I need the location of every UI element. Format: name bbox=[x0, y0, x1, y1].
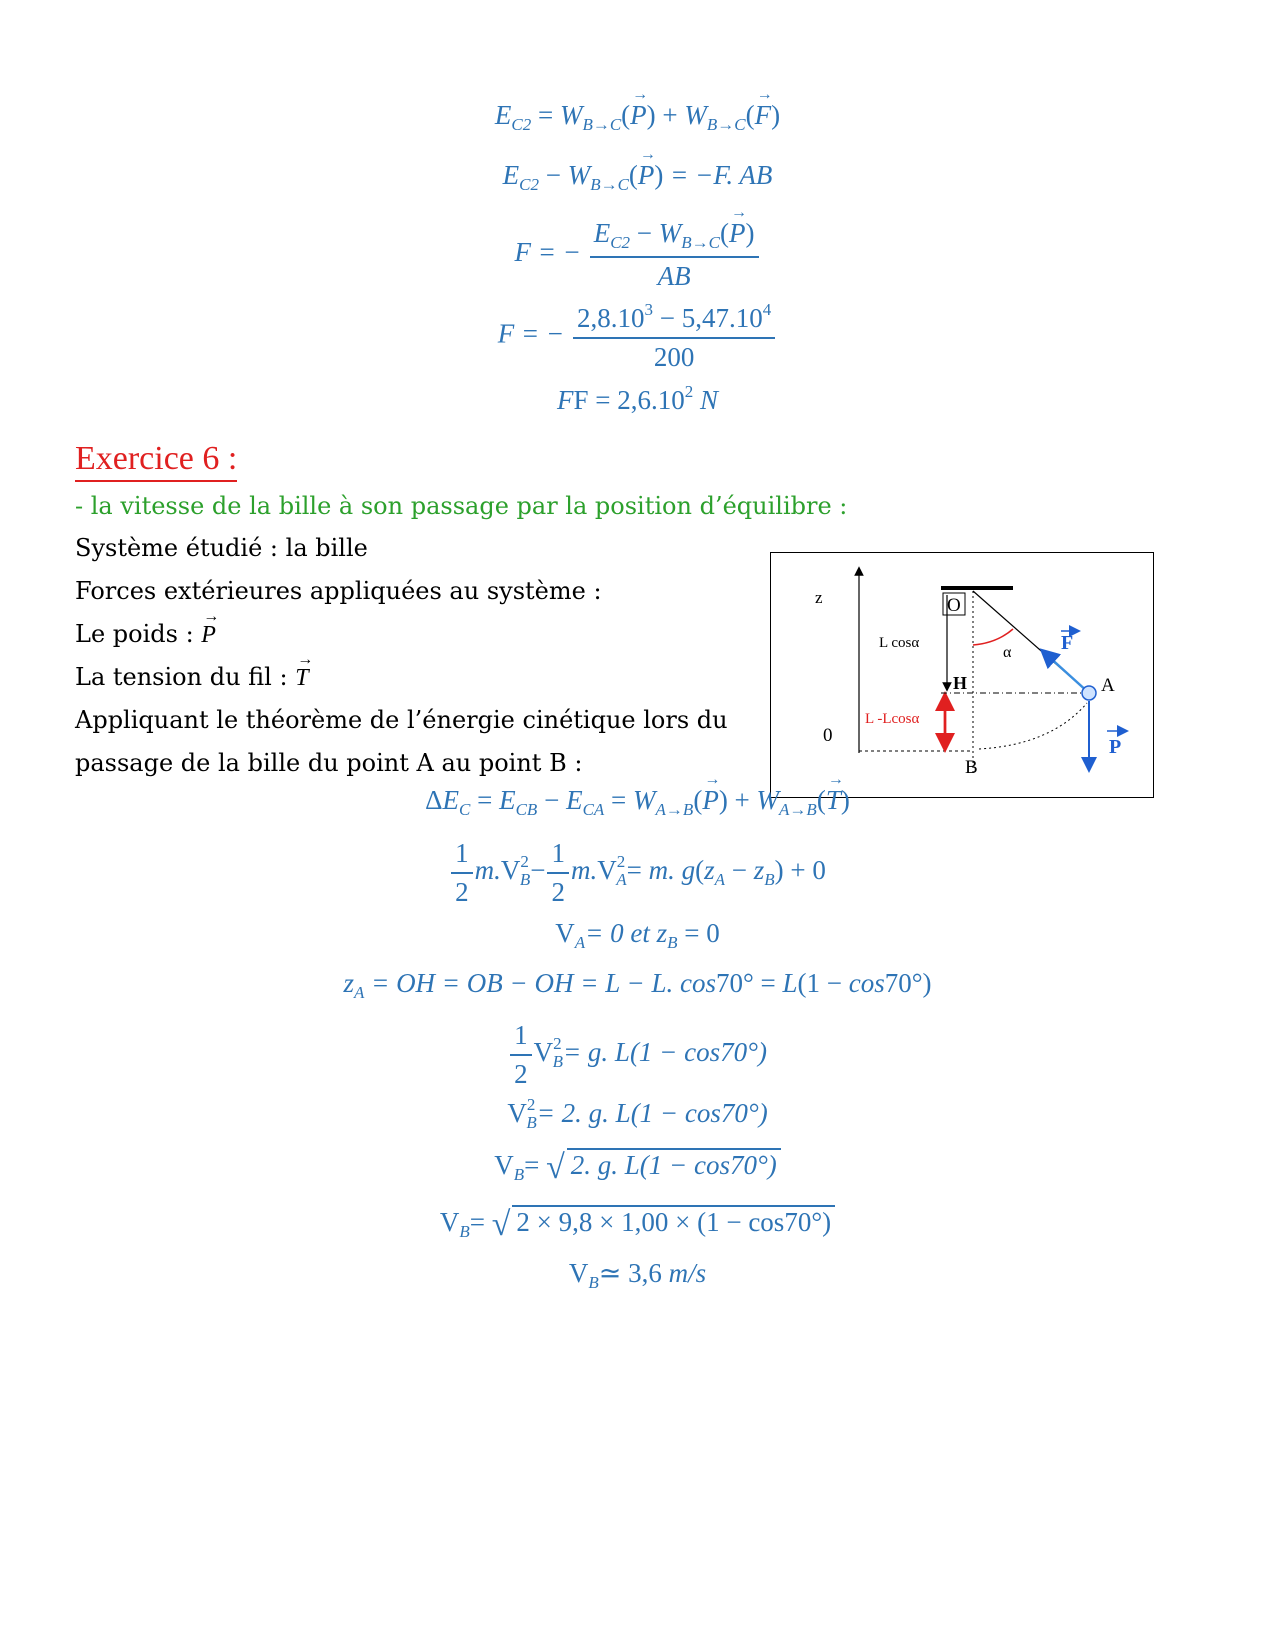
equation-f-numeric: F = − $\frac{2,8.10^3 - 5,47.10^4}{200}$ bbox=[0, 300, 1275, 373]
alpha-label: α bbox=[1003, 644, 1012, 661]
h-label: H bbox=[953, 673, 968, 693]
weight-line: Le poids : → P bbox=[75, 620, 216, 649]
equation-kinetic-theorem: $\Delta E_C = E_{CB} - E_{CA} = W_{A\to B}(\to P) + W_{A\to B}(\to T)$ bbox=[0, 785, 1275, 820]
zero-label: 0 bbox=[823, 725, 833, 746]
l-minus-label: L -Lcosα bbox=[865, 711, 920, 727]
equation-height-za: $z_A$ = OH = OB − OH = L − L. cos70° = L(1 − cos70°) bbox=[343, 968, 932, 1002]
ball bbox=[1082, 686, 1096, 700]
f-arrow bbox=[1047, 655, 1089, 693]
equation-energy-difference: $\frac{1}{2}$ $m.V^2_B-$ $\frac{1}{2}$ $m.V^2_A= m$. $g(z_A - z_B) + 0$ bbox=[0, 838, 1275, 908]
equation-ec2-work: $E_{C2} = W_{B\to C}(\to P) + W_{B\to C}(\to F)$ bbox=[0, 100, 1275, 135]
equation-vb2: $V^2_B= 2$. g. L(1 − cos70°) bbox=[507, 1095, 768, 1132]
equation-ec2-minus-work: $E_{C2} - W_{B\to C}(\to P) = -F$. AB bbox=[0, 160, 1275, 195]
p-label: P bbox=[1109, 736, 1122, 758]
system-line: Système étudié : la bille bbox=[75, 534, 368, 562]
equation-initial-conditions: $V_A= 0$ et $z_B = 0$ bbox=[555, 918, 720, 952]
o-label: O bbox=[947, 595, 961, 616]
alpha-arc bbox=[973, 629, 1013, 645]
pendulum-diagram bbox=[770, 552, 1154, 798]
exercise-heading: Exercice 6 : bbox=[75, 440, 237, 482]
exercise-question: - la vitesse de la bille à son passage par la position d’équilibre : bbox=[75, 492, 848, 520]
theorem-line-2: passage de la bille du point A au point B : bbox=[75, 749, 583, 777]
b-label: B bbox=[965, 757, 978, 778]
equation-f-fraction: F = − $\frac{E_{C2} - W_{B\to C}(\to P)}{AB}$ bbox=[0, 218, 1275, 292]
a-label: A bbox=[1101, 675, 1115, 696]
z-label: z bbox=[815, 588, 823, 607]
equation-vb-result: $V_B≃$ 3,6 m/s bbox=[568, 1258, 707, 1292]
lcos-label: L cosα bbox=[879, 635, 920, 651]
theorem-line-1: Appliquant le théorème de l’énergie cinétique lors du bbox=[75, 706, 728, 734]
equation-vb-sqrt: $V_B=$ √ 2. g. L(1 − cos70°) bbox=[0, 1148, 1275, 1187]
trajectory-arc bbox=[979, 703, 1087, 749]
equation-half-vb2: $\frac{1}{2}$ $V^2_B= g$. L(1 − cos70°) bbox=[0, 1020, 1275, 1090]
equation-vb-numeric: $V_B=$ √ 2 × 9,8 × 1,00 × (1 − cos70°) bbox=[0, 1205, 1275, 1244]
tension-line: La tension du fil : → T bbox=[75, 663, 309, 692]
forces-line: Forces extérieures appliquées au système : bbox=[75, 577, 602, 605]
f-label: F bbox=[1061, 632, 1074, 654]
equation-f-result: FF = $2,6.10^2$ N bbox=[556, 382, 718, 415]
